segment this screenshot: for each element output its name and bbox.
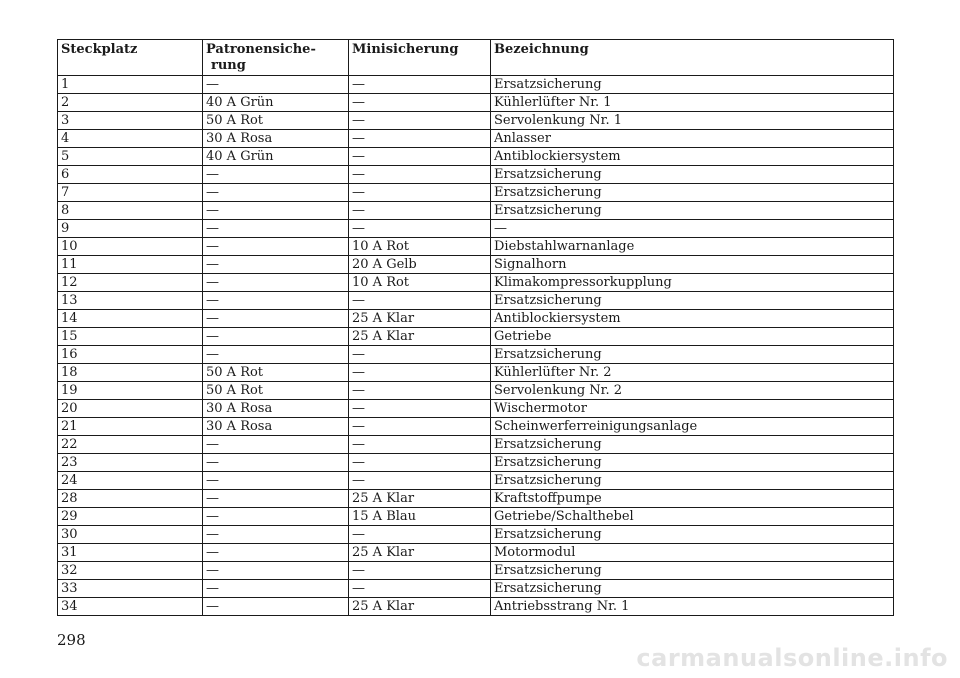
cell-patronensicherung: — [203,346,349,364]
cell-bezeichnung: Signalhorn [491,256,894,274]
cell-minisicherung: 25 A Klar [349,310,491,328]
table-body [58,76,894,616]
table-row [58,364,894,382]
cell-steckplatz: 28 [58,490,203,508]
cell-minisicherung: — [349,184,491,202]
table-row [58,580,894,598]
cell-minisicherung: — [349,400,491,418]
cell-patronensicherung: — [203,184,349,202]
cell-bezeichnung: Ersatzsicherung [491,580,894,598]
cell-patronensicherung: — [203,580,349,598]
table-row [58,526,894,544]
cell-patronensicherung: 40 A Grün [203,94,349,112]
cell-steckplatz: 21 [58,418,203,436]
cell-steckplatz: 1 [58,76,203,94]
cell-minisicherung: 25 A Klar [349,490,491,508]
cell-bezeichnung: Antriebsstrang Nr. 1 [491,598,894,616]
cell-bezeichnung: Servolenkung Nr. 2 [491,382,894,400]
header-steckplatz: Steckplatz [58,40,203,76]
cell-steckplatz: 24 [58,472,203,490]
cell-steckplatz: 22 [58,436,203,454]
cell-minisicherung: — [349,76,491,94]
cell-minisicherung: — [349,112,491,130]
cell-steckplatz: 8 [58,202,203,220]
cell-bezeichnung: Diebstahlwarnanlage [491,238,894,256]
table-row [58,130,894,148]
cell-minisicherung: — [349,436,491,454]
cell-minisicherung: — [349,94,491,112]
cell-steckplatz: 10 [58,238,203,256]
cell-steckplatz: 7 [58,184,203,202]
cell-minisicherung: — [349,148,491,166]
table-row [58,256,894,274]
table-row [58,274,894,292]
cell-steckplatz: 16 [58,346,203,364]
cell-bezeichnung: Ersatzsicherung [491,562,894,580]
cell-steckplatz: 30 [58,526,203,544]
header-patronensicherung [203,40,349,76]
header-row [58,40,894,76]
table-row [58,346,894,364]
cell-steckplatz: 13 [58,292,203,310]
cell-steckplatz: 31 [58,544,203,562]
cell-minisicherung: 10 A Rot [349,274,491,292]
cell-bezeichnung: Ersatzsicherung [491,472,894,490]
cell-steckplatz: 12 [58,274,203,292]
cell-steckplatz: 18 [58,364,203,382]
table-row [58,76,894,94]
cell-bezeichnung: Klimakompressorkupplung [491,274,894,292]
cell-minisicherung: — [349,562,491,580]
cell-patronensicherung: — [203,310,349,328]
cell-bezeichnung: Motormodul [491,544,894,562]
header-patronensicherung-line2: rung [211,58,246,73]
cell-steckplatz: 20 [58,400,203,418]
cell-patronensicherung: — [203,526,349,544]
cell-minisicherung: — [349,418,491,436]
table-header [58,40,894,76]
cell-steckplatz: 34 [58,598,203,616]
cell-patronensicherung: — [203,220,349,238]
table-row [58,508,894,526]
cell-steckplatz: 23 [58,454,203,472]
header-bezeichnung: Bezeichnung [491,40,894,76]
cell-bezeichnung: — [491,220,894,238]
cell-minisicherung: 20 A Gelb [349,256,491,274]
cell-patronensicherung: — [203,544,349,562]
cell-bezeichnung: Kraftstoffpumpe [491,490,894,508]
cell-steckplatz: 2 [58,94,203,112]
cell-bezeichnung: Antiblockiersystem [491,310,894,328]
cell-patronensicherung: — [203,490,349,508]
cell-patronensicherung: — [203,166,349,184]
cell-bezeichnung: Wischermotor [491,400,894,418]
table-row [58,238,894,256]
cell-minisicherung: — [349,580,491,598]
cell-minisicherung: — [349,526,491,544]
cell-minisicherung: — [349,202,491,220]
table-row [58,310,894,328]
cell-patronensicherung: — [203,76,349,94]
cell-patronensicherung: — [203,598,349,616]
cell-steckplatz: 3 [58,112,203,130]
cell-steckplatz: 11 [58,256,203,274]
table-row [58,166,894,184]
cell-bezeichnung: Anlasser [491,130,894,148]
cell-minisicherung: — [349,382,491,400]
cell-patronensicherung: 50 A Rot [203,364,349,382]
cell-minisicherung: — [349,220,491,238]
table-row [58,562,894,580]
table-row [58,328,894,346]
cell-minisicherung: 25 A Klar [349,598,491,616]
cell-minisicherung: 10 A Rot [349,238,491,256]
cell-steckplatz: 32 [58,562,203,580]
cell-minisicherung: — [349,166,491,184]
cell-bezeichnung: Getriebe/Schalthebel [491,508,894,526]
cell-minisicherung: 25 A Klar [349,544,491,562]
cell-steckplatz: 15 [58,328,203,346]
cell-patronensicherung: 30 A Rosa [203,400,349,418]
cell-bezeichnung: Ersatzsicherung [491,526,894,544]
cell-minisicherung: — [349,472,491,490]
cell-bezeichnung: Ersatzsicherung [491,292,894,310]
header-minisicherung: Minisicherung [349,40,491,76]
cell-bezeichnung: Antiblockiersystem [491,148,894,166]
cell-bezeichnung: Ersatzsicherung [491,184,894,202]
fuse-table [57,39,894,616]
cell-bezeichnung: Scheinwerferreinigungsanlage [491,418,894,436]
cell-steckplatz: 9 [58,220,203,238]
cell-steckplatz: 5 [58,148,203,166]
cell-steckplatz: 33 [58,580,203,598]
cell-bezeichnung: Ersatzsicherung [491,436,894,454]
cell-minisicherung: — [349,364,491,382]
table-row [58,148,894,166]
table-row [58,544,894,562]
cell-patronensicherung: 50 A Rot [203,112,349,130]
table-row [58,598,894,616]
table-row [58,292,894,310]
cell-patronensicherung: — [203,436,349,454]
cell-minisicherung: — [349,292,491,310]
cell-patronensicherung: — [203,202,349,220]
cell-patronensicherung: — [203,454,349,472]
cell-bezeichnung: Ersatzsicherung [491,346,894,364]
table-row [58,382,894,400]
cell-bezeichnung: Kühlerlüfter Nr. 1 [491,94,894,112]
cell-minisicherung: — [349,346,491,364]
watermark-logo: carmanualsonline.info [636,644,948,672]
cell-bezeichnung: Ersatzsicherung [491,166,894,184]
table-row [58,418,894,436]
cell-patronensicherung: — [203,328,349,346]
table-row [58,112,894,130]
cell-minisicherung: 25 A Klar [349,328,491,346]
cell-bezeichnung: Ersatzsicherung [491,76,894,94]
cell-steckplatz: 4 [58,130,203,148]
cell-steckplatz: 29 [58,508,203,526]
cell-bezeichnung: Getriebe [491,328,894,346]
table-row [58,220,894,238]
cell-steckplatz: 14 [58,310,203,328]
cell-bezeichnung: Servolenkung Nr. 1 [491,112,894,130]
table-row [58,94,894,112]
cell-patronensicherung: — [203,472,349,490]
cell-minisicherung: — [349,130,491,148]
cell-bezeichnung: Ersatzsicherung [491,454,894,472]
cell-patronensicherung: 30 A Rosa [203,130,349,148]
page-number: 298 [57,631,86,649]
cell-patronensicherung: 50 A Rot [203,382,349,400]
table-row [58,400,894,418]
table-row [58,454,894,472]
cell-steckplatz: 6 [58,166,203,184]
table-row [58,436,894,454]
cell-patronensicherung: 40 A Grün [203,148,349,166]
cell-bezeichnung: Ersatzsicherung [491,202,894,220]
cell-patronensicherung: — [203,238,349,256]
cell-patronensicherung: — [203,274,349,292]
table-row [58,490,894,508]
cell-patronensicherung: — [203,508,349,526]
cell-minisicherung: 15 A Blau [349,508,491,526]
table-row [58,202,894,220]
header-patronensicherung-line1: Patronensiche- [206,42,316,57]
table-row [58,184,894,202]
cell-patronensicherung: — [203,256,349,274]
cell-patronensicherung: — [203,292,349,310]
table-row [58,472,894,490]
cell-patronensicherung: 30 A Rosa [203,418,349,436]
cell-patronensicherung: — [203,562,349,580]
cell-bezeichnung: Kühlerlüfter Nr. 2 [491,364,894,382]
cell-minisicherung: — [349,454,491,472]
cell-steckplatz: 19 [58,382,203,400]
